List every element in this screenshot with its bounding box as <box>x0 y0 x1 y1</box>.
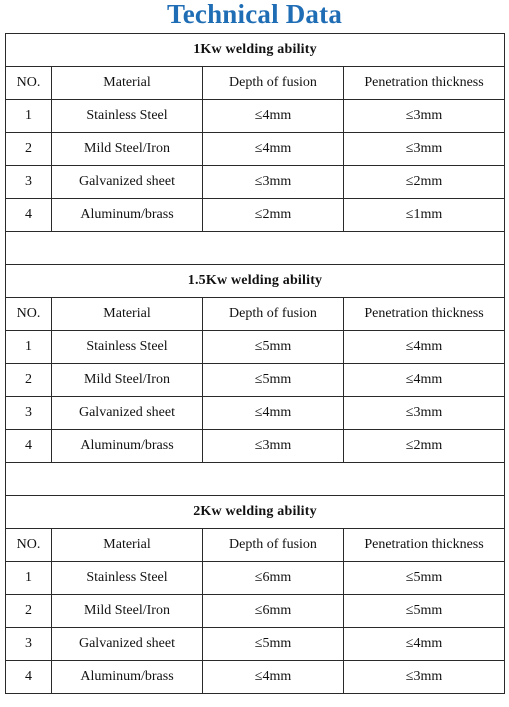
row-depth: ≤5mm <box>203 331 344 364</box>
row-material: Stainless Steel <box>52 331 203 364</box>
row-depth: ≤6mm <box>203 595 344 628</box>
column-header-material: Material <box>52 67 203 100</box>
table-row <box>6 595 505 628</box>
column-header-row <box>6 67 505 100</box>
row-material: Stainless Steel <box>52 100 203 133</box>
row-no: 4 <box>6 661 52 694</box>
table-row <box>6 562 505 595</box>
row-no: 3 <box>6 397 52 430</box>
row-depth: ≤5mm <box>203 364 344 397</box>
row-no: 2 <box>6 595 52 628</box>
column-header-depth: Depth of fusion <box>203 67 344 100</box>
table-row <box>6 100 505 133</box>
section-header-2kw <box>6 496 505 529</box>
row-depth: ≤4mm <box>203 397 344 430</box>
row-depth: ≤2mm <box>203 199 344 232</box>
row-depth: ≤4mm <box>203 133 344 166</box>
section-header-1-5kw <box>6 265 505 298</box>
row-penetration: ≤5mm <box>344 595 505 628</box>
column-header-penetration: Penetration thickness <box>344 67 505 100</box>
column-header-penetration: Penetration thickness <box>344 298 505 331</box>
row-no: 4 <box>6 430 52 463</box>
row-depth: ≤6mm <box>203 562 344 595</box>
row-material: Galvanized sheet <box>52 166 203 199</box>
row-material: Aluminum/brass <box>52 661 203 694</box>
row-penetration: ≤3mm <box>344 133 505 166</box>
row-penetration: ≤3mm <box>344 397 505 430</box>
table-row <box>6 133 505 166</box>
table-row <box>6 166 505 199</box>
spacer-cell <box>6 232 505 265</box>
column-header-row <box>6 529 505 562</box>
table-row <box>6 199 505 232</box>
spacer-cell <box>6 463 505 496</box>
row-no: 1 <box>6 100 52 133</box>
row-penetration: ≤2mm <box>344 166 505 199</box>
row-material: Aluminum/brass <box>52 199 203 232</box>
row-penetration: ≤4mm <box>344 331 505 364</box>
row-penetration: ≤5mm <box>344 562 505 595</box>
row-no: 1 <box>6 331 52 364</box>
column-header-material: Material <box>52 298 203 331</box>
row-no: 1 <box>6 562 52 595</box>
column-header-depth: Depth of fusion <box>203 529 344 562</box>
row-penetration: ≤4mm <box>344 364 505 397</box>
row-no: 3 <box>6 166 52 199</box>
row-depth: ≤3mm <box>203 166 344 199</box>
row-material: Galvanized sheet <box>52 397 203 430</box>
section-heading: 1.5Kw welding ability <box>6 265 505 298</box>
section-spacer <box>6 232 505 265</box>
row-material: Aluminum/brass <box>52 430 203 463</box>
section-header-1kw <box>6 34 505 67</box>
row-depth: ≤3mm <box>203 430 344 463</box>
section-heading: 1Kw welding ability <box>6 34 505 67</box>
table-row <box>6 628 505 661</box>
row-material: Mild Steel/Iron <box>52 595 203 628</box>
section-heading: 2Kw welding ability <box>6 496 505 529</box>
row-no: 4 <box>6 199 52 232</box>
technical-data-table <box>5 33 505 694</box>
row-depth: ≤4mm <box>203 661 344 694</box>
row-penetration: ≤3mm <box>344 661 505 694</box>
table-row <box>6 661 505 694</box>
row-penetration: ≤1mm <box>344 199 505 232</box>
row-depth: ≤4mm <box>203 100 344 133</box>
column-header-material: Material <box>52 529 203 562</box>
table-row <box>6 397 505 430</box>
row-no: 2 <box>6 133 52 166</box>
section-spacer <box>6 463 505 496</box>
column-header-row <box>6 298 505 331</box>
row-material: Stainless Steel <box>52 562 203 595</box>
row-no: 2 <box>6 364 52 397</box>
table-row <box>6 364 505 397</box>
column-header-no: NO. <box>6 529 52 562</box>
column-header-no: NO. <box>6 298 52 331</box>
row-no: 3 <box>6 628 52 661</box>
page-title: Technical Data <box>166 0 343 29</box>
row-depth: ≤5mm <box>203 628 344 661</box>
row-penetration: ≤3mm <box>344 100 505 133</box>
table-row <box>6 430 505 463</box>
column-header-no: NO. <box>6 67 52 100</box>
table-row <box>6 331 505 364</box>
row-material: Galvanized sheet <box>52 628 203 661</box>
column-header-depth: Depth of fusion <box>203 298 344 331</box>
row-material: Mild Steel/Iron <box>52 364 203 397</box>
row-material: Mild Steel/Iron <box>52 133 203 166</box>
row-penetration: ≤2mm <box>344 430 505 463</box>
column-header-penetration: Penetration thickness <box>344 529 505 562</box>
row-penetration: ≤4mm <box>344 628 505 661</box>
